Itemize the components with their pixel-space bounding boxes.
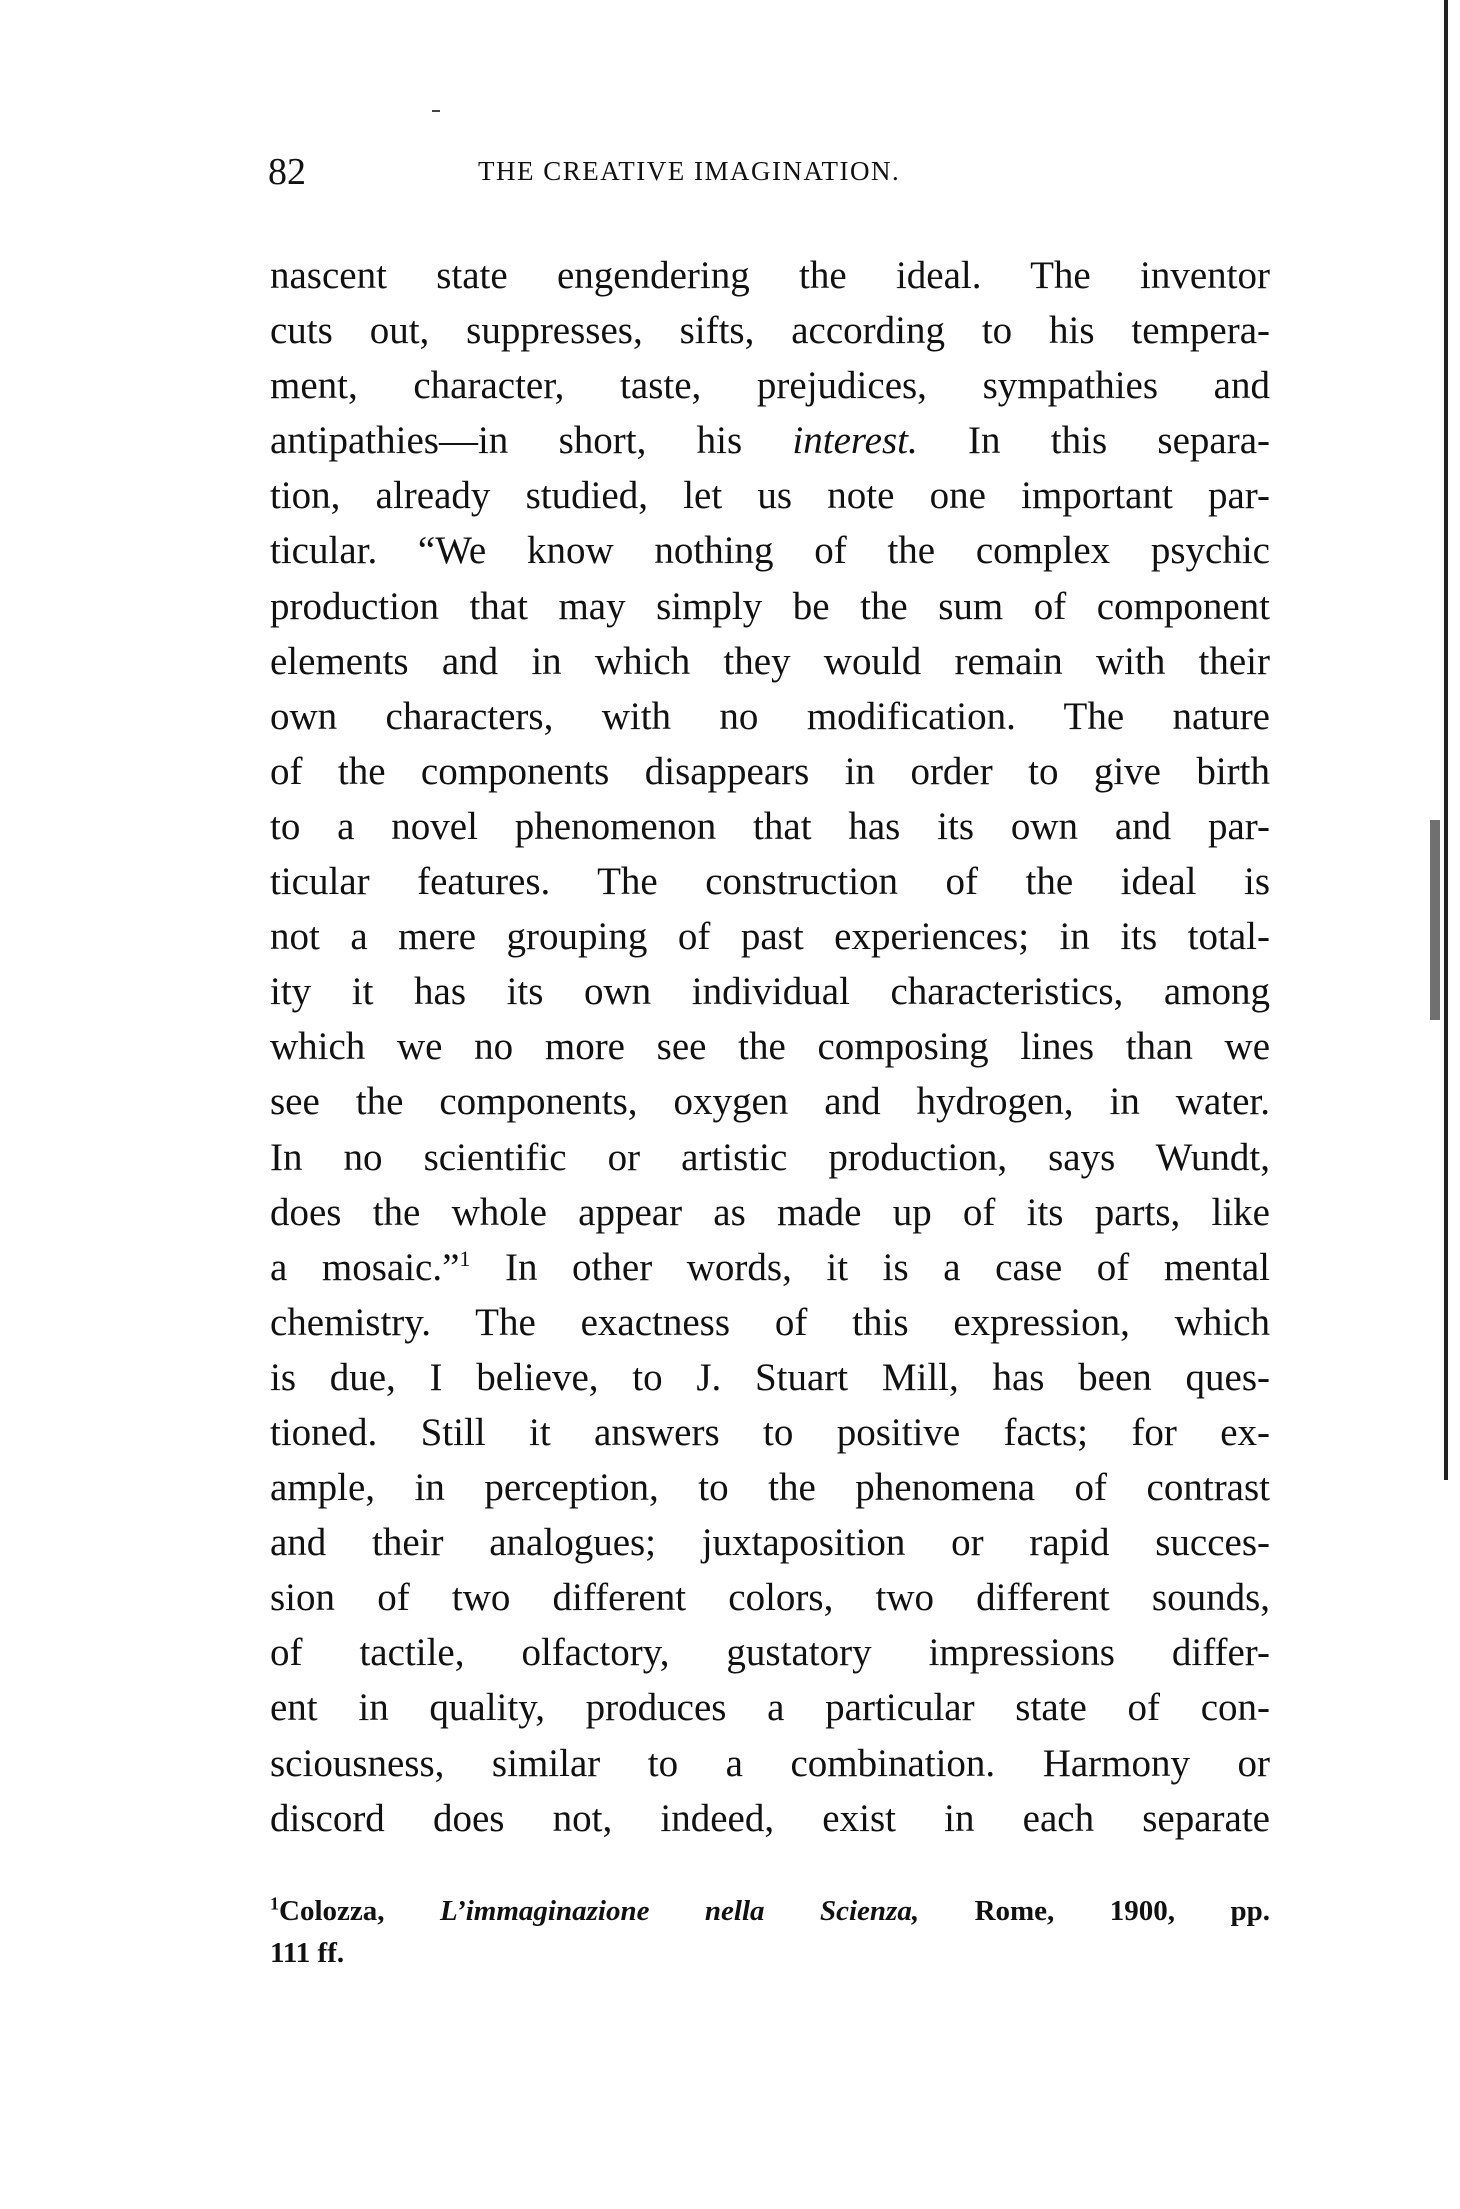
footnote-marker: 1 <box>270 1893 279 1914</box>
line-text: to a novel phenomenon that has its own and par- <box>270 804 1270 848</box>
text-line <box>270 1295 1270 1350</box>
line-text: see the components, oxygen and hydrogen, in water. <box>270 1080 1270 1124</box>
text-line <box>270 1405 1270 1460</box>
running-header <box>268 150 1268 200</box>
line-text: ment, character, taste, prejudices, sympathies and <box>270 364 1270 408</box>
text-line <box>270 1185 1270 1240</box>
text-line <box>270 1680 1270 1735</box>
text-line <box>270 1019 1270 1074</box>
text-line <box>270 1240 1270 1295</box>
line-text: In no scientific or artistic production, says Wundt, <box>270 1135 1270 1179</box>
line-text: ticular features. The construction of the ideal is <box>270 860 1270 904</box>
text-line <box>270 799 1270 854</box>
line-text: sion of two different colors, two different sounds, <box>270 1576 1270 1620</box>
line-text: is due, I believe, to J. Stuart Mill, has been ques- <box>270 1355 1270 1399</box>
line-text: not a mere grouping of past experiences; in its total- <box>270 915 1270 959</box>
text-line <box>270 358 1270 413</box>
footnote-author: Colozza, <box>279 1895 440 1927</box>
line-text: tioned. Still it answers to positive facts; for ex- <box>270 1410 1270 1454</box>
line-text: own characters, with no modification. The nature <box>270 694 1270 738</box>
line-text: nascent state engendering the ideal. The inventor <box>270 254 1270 297</box>
line-text: In this separa- <box>917 419 1270 463</box>
footnote-ref: 1 <box>459 1245 471 1271</box>
line-text: and their analogues; juxtaposition or rapid succes- <box>270 1521 1270 1565</box>
text-line <box>270 303 1270 358</box>
line-text: ity it has its own individual characteristics, among <box>270 970 1270 1014</box>
line-text: of tactile, olfactory, gustatory impressions differ- <box>270 1631 1270 1675</box>
footnote-line <box>270 1890 1270 1932</box>
body-text <box>270 248 1270 1846</box>
text-line <box>270 909 1270 964</box>
line-text: of the components disappears in order to give birth <box>270 749 1270 793</box>
text-line <box>270 1570 1270 1625</box>
text-line <box>270 854 1270 909</box>
line-text: discord does not, indeed, exist in each separate <box>270 1796 1270 1840</box>
line-text: does the whole appear as made up of its parts, like <box>270 1190 1270 1234</box>
line-text: ample, in perception, to the phenomena of contrast <box>270 1466 1270 1510</box>
text-line <box>270 579 1270 634</box>
line-text: chemistry. The exactness of this expression, which <box>270 1300 1270 1344</box>
text-line <box>270 248 1270 303</box>
text-line <box>270 1130 1270 1185</box>
line-text: cuts out, suppresses, sifts, according to his tempera- <box>270 309 1270 353</box>
line-text: which we no more see the composing lines than we <box>270 1025 1270 1069</box>
line-text: ent in quality, produces a particular state of con- <box>270 1686 1270 1730</box>
text-line <box>270 1736 1270 1791</box>
text-line <box>270 468 1270 523</box>
text-line <box>270 1350 1270 1405</box>
page-edge <box>1444 0 1448 1480</box>
text-line <box>270 523 1270 578</box>
text-line <box>270 964 1270 1019</box>
page-number: 82 <box>268 151 306 193</box>
scan-mark <box>432 110 440 112</box>
text-line <box>270 1791 1270 1846</box>
page-edge-shadow <box>1430 820 1440 1020</box>
line-text: tion, already studied, let us note one important par- <box>270 474 1270 518</box>
footnote <box>270 1890 1270 1974</box>
line-text: a mosaic.” <box>270 1245 460 1289</box>
line-text: antipathies—in short, his <box>270 419 793 463</box>
text-line <box>270 634 1270 689</box>
line-text: elements and in which they would remain with their <box>270 639 1270 683</box>
text-line <box>270 1074 1270 1129</box>
text-line <box>270 744 1270 799</box>
footnote-line-2: 111 ff. <box>270 1937 345 1969</box>
footnote-title: L’immaginazione nella Scienza, <box>439 1895 920 1927</box>
line-text: ticular. “We know nothing of the complex psychic <box>270 529 1270 573</box>
text-line <box>270 1460 1270 1515</box>
emphasis-text: interest. <box>792 419 918 463</box>
text-line <box>270 689 1270 744</box>
line-text: In other words, it is a case of mental <box>470 1245 1270 1289</box>
running-title: THE CREATIVE IMAGINATION. <box>478 156 901 186</box>
text-line <box>270 1515 1270 1570</box>
line-text: sciousness, similar to a combination. Harmony or <box>270 1741 1270 1785</box>
line-text: production that may simply be the sum of component <box>270 584 1270 628</box>
footnote-rest: Rome, 1900, pp. <box>919 1895 1270 1927</box>
text-line <box>270 413 1270 468</box>
text-line <box>270 1625 1270 1680</box>
